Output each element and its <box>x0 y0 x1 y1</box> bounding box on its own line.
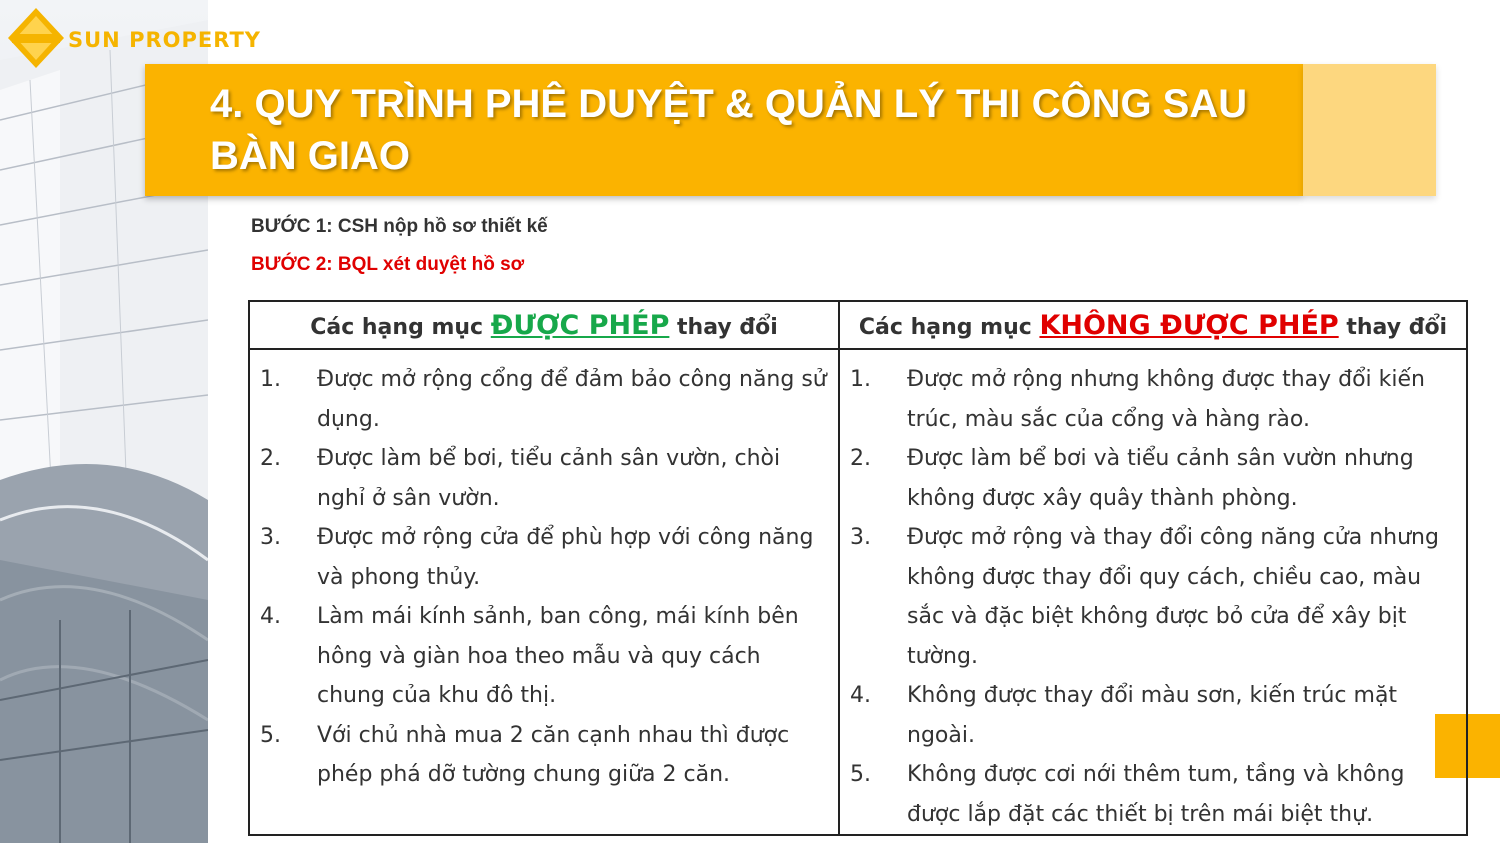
item-number: 5. <box>850 762 871 787</box>
not-allowed-items-cell <box>839 349 1467 835</box>
item-text: Không được cơi nới thêm tum, tầng và không được lắp đặt các thiết bị trên mái biệt thự. <box>907 762 1405 827</box>
not-allowed-header-suffix: thay đổi <box>1338 314 1448 340</box>
list-item <box>260 597 828 716</box>
step-1-label: BƯỚC 1: CSH nộp hồ sơ thiết kế <box>251 216 548 237</box>
list-item <box>850 676 1456 755</box>
brand-name: SUN PROPERTY <box>68 28 261 52</box>
list-item <box>260 716 828 795</box>
item-number: 5. <box>260 722 281 748</box>
rules-table <box>248 300 1468 836</box>
list-item <box>260 439 828 518</box>
item-text: Được mở rộng nhưng không được thay đổi kiến trúc, màu sắc của cổng và hàng rào. <box>907 367 1425 432</box>
title-banner-accent <box>1303 64 1436 196</box>
not-allowed-header <box>839 301 1467 349</box>
item-number: 4. <box>850 683 871 708</box>
sun-property-logo <box>6 6 261 70</box>
list-item <box>850 360 1456 439</box>
item-number: 2. <box>260 446 281 471</box>
page-title: 4. QUY TRÌNH PHÊ DUYỆT & QUẢN LÝ THI CÔNG SAU BÀN GIAO <box>210 82 1248 178</box>
allowed-items-list <box>260 360 828 795</box>
allowed-header <box>249 301 839 349</box>
list-item <box>260 360 828 439</box>
sun-logo-icon <box>6 6 66 70</box>
not-allowed-highlight: KHÔNG ĐƯỢC PHÉP <box>1039 309 1339 341</box>
not-allowed-header-prefix: Các hạng mục <box>858 314 1040 340</box>
list-item <box>260 518 828 597</box>
item-text: Được làm bể bơi, tiểu cảnh sân vườn, chòi nghỉ ở sân vườn. <box>317 446 781 511</box>
item-text: Được mở rộng cổng để đảm bảo công năng sử dụng. <box>317 367 827 432</box>
table-header-row <box>249 301 1467 349</box>
item-number: 2. <box>850 446 871 471</box>
not-allowed-items-list <box>850 360 1456 834</box>
item-number: 1. <box>260 367 281 392</box>
list-item <box>850 518 1456 676</box>
allowed-header-suffix: thay đổi <box>669 314 778 340</box>
item-text: Với chủ nhà mua 2 căn cạnh nhau thì được phép phá dỡ tường chung giữa 2 căn. <box>317 722 790 787</box>
allowed-items-cell <box>249 349 839 835</box>
item-number: 3. <box>260 525 281 550</box>
table-body-row <box>249 349 1467 835</box>
item-text: Không được thay đổi màu sơn, kiến trúc mặt ngoài. <box>907 683 1398 748</box>
item-number: 4. <box>260 604 281 629</box>
item-text: Được mở rộng cửa để phù hợp với công năng và phong thủy. <box>317 525 814 590</box>
item-text: Được làm bể bơi và tiểu cảnh sân vườn nhưng không được xây quây thành phòng. <box>907 446 1414 511</box>
allowed-header-prefix: Các hạng mục <box>310 314 491 340</box>
list-item <box>850 439 1456 518</box>
step-2-label: BƯỚC 2: BQL xét duyệt hồ sơ <box>251 254 525 275</box>
allowed-highlight: ĐƯỢC PHÉP <box>490 309 670 341</box>
item-text: Làm mái kính sảnh, ban công, mái kính bên hông và giàn hoa theo mẫu và quy cách chung của khu đô thị. <box>317 604 799 708</box>
item-number: 3. <box>850 525 871 550</box>
list-item <box>850 755 1456 834</box>
item-text: Được mở rộng và thay đổi công năng cửa nhưng không được thay đổi quy cách, chiều cao, màu sắc và đặc biệt không được bỏ cửa để xây bịt tường. <box>907 525 1439 669</box>
item-number: 1. <box>850 367 871 392</box>
